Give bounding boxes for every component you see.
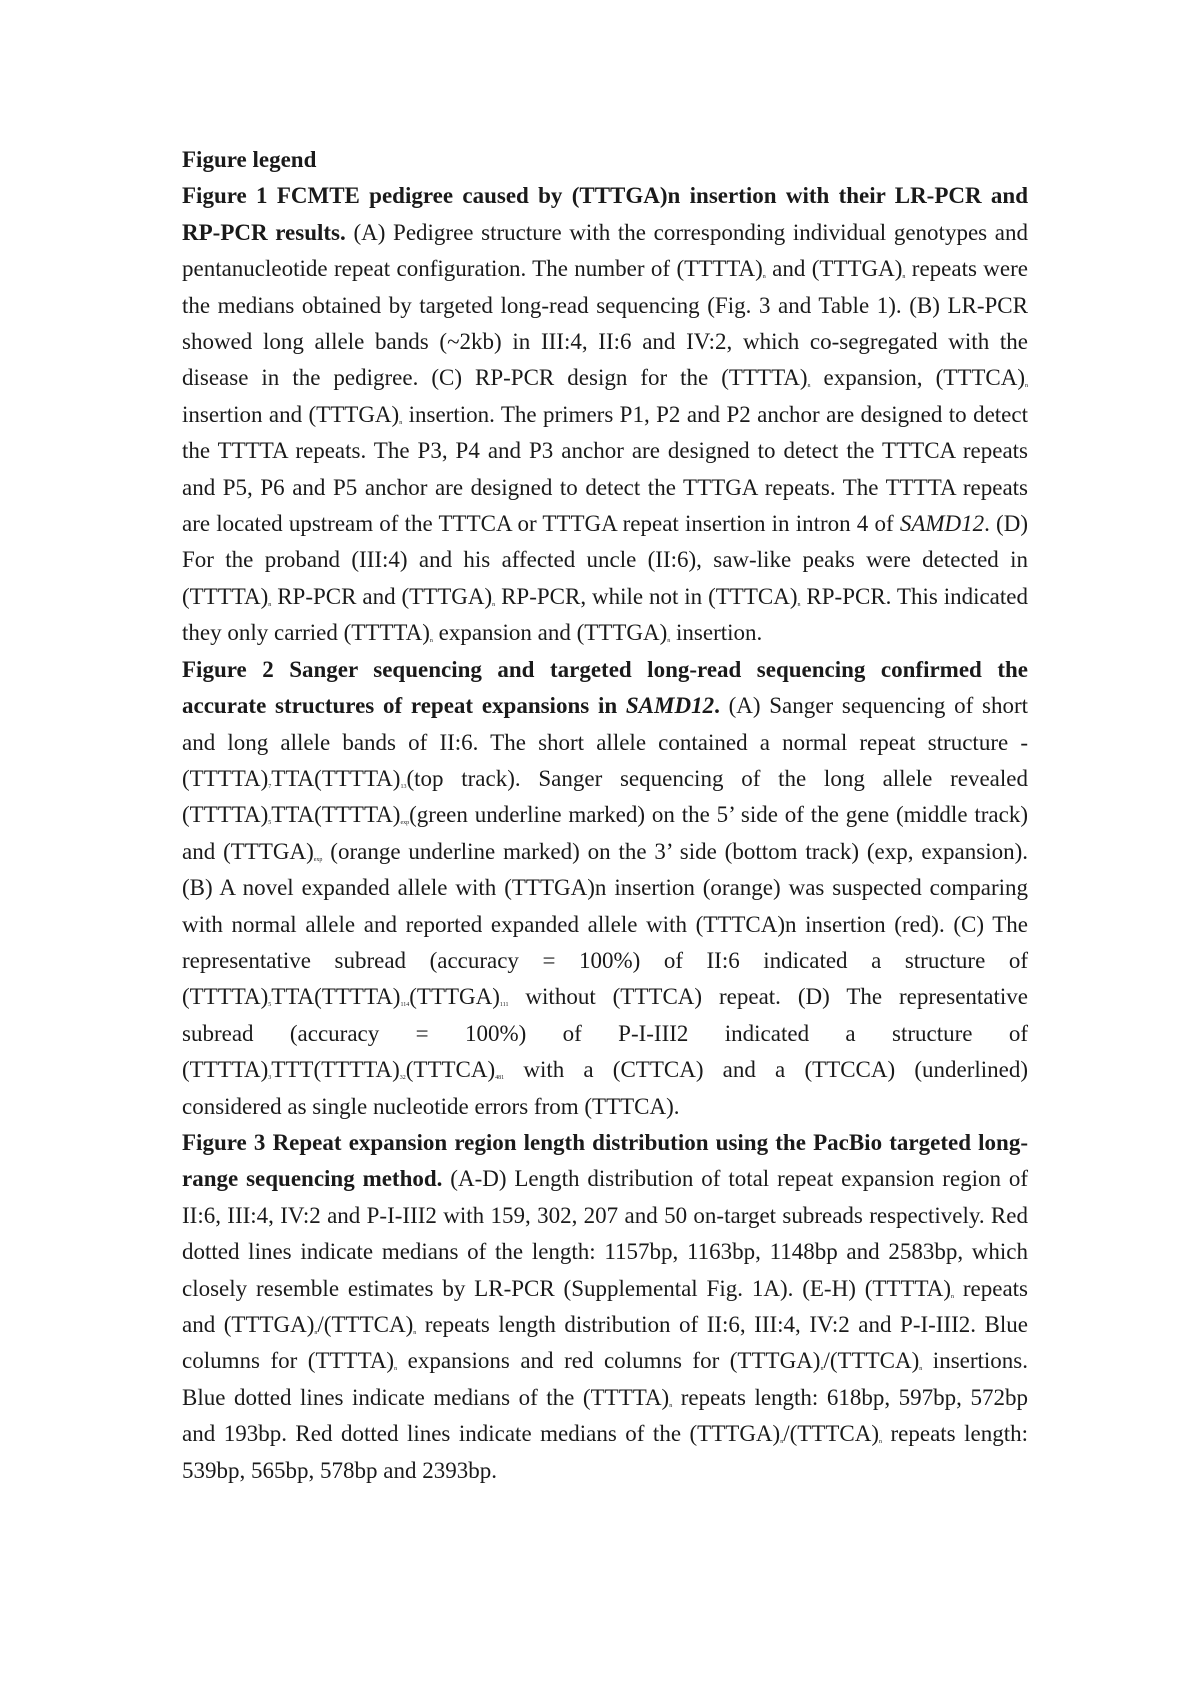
subscript: n [919,1366,923,1373]
figure-3-legend [182,1125,1028,1489]
legend-text: RP-PCR. This indicated they only carried (TTTTA) [182,583,1028,646]
legend-text: TTA(TTTTA) [271,765,401,791]
legend-text: with a (CTTCA) and a (TTCCA) (underlined) considered as single nucleotide errors from (TTTCA). [182,1057,1028,1119]
legend-text: repeats were the medians obtained by targeted long-read sequencing (Fig. 3 and Table 1). (B) LR-PCR showed long allele bands (~2kb) in III:4, II:6 and IV:2, which co-segregated with the disease in the pedigree. (C) RP-PCR design for the (TTTTA) [182,256,1028,391]
subscript: 114 [400,1002,410,1009]
subscript: 5 [268,820,272,827]
legend-text: (TTTCA) [405,1057,496,1083]
subscript: 32 [399,1075,406,1082]
legend-text: (A) Sanger sequencing of short and long allele bands of II:6. The short allele contained a normal repeat structure - (TTTTA) [182,693,1028,791]
subscript: n [429,638,433,645]
subscript: n [902,274,906,281]
legend-text: insertions. Blue dotted lines indicate medians of the (TTTTA) [182,1348,1028,1410]
legend-text: insertion. [670,620,763,646]
legend-text: SAMD12 [899,511,985,537]
subscript: n [268,601,272,608]
legend-text: (TTTGA) [409,984,500,1010]
figure-2-legend [182,652,1028,1125]
subscript: n [1024,383,1028,390]
figure-title-text: . [714,693,720,719]
legend-text: repeats length distribution of II:6, III:4, IV:2 and P-I-III2. Blue columns for (TTTTA) [182,1312,1028,1374]
legend-text: without (TTTCA) repeat. (D) The representative subread (accuracy = 100%) of P-I-III2 indicated a structure of (TTTTA) [182,984,1028,1083]
legend-text: and (TTTGA) [765,256,903,282]
subscript: 111 [499,1002,509,1009]
subscript: 3 [268,1075,272,1082]
legend-text: (green underline marked) on the 5’ side of the gene (middle track) and (TTTGA) [182,802,1028,864]
legend-text: insertion. The primers P1, P2 and P2 anchor are designed to detect the TTTTA repeats. The P3, P4 and P3 anchor are designed to detect the TTTCA repeats and P5, P6 and P5 anchor are designed to detect the TTTGA repeats. The TTTTA repeats are located upstream of the TTTCA or TTTGA repeat insertion in intron 4 of [182,401,1028,537]
subscript: 7 [268,783,272,790]
subscript: exp [313,856,323,863]
legend-text: insertion and (TTTGA) [182,401,400,427]
subscript: n [820,1366,824,1373]
legend-text: (orange underline marked) on the 3’ side (bottom track) (exp, expansion). (B) A novel expanded allele with (TTTGA)n insertion (orange) was suspected comparing with normal allele and reported expanded allele with (TTTCA)n insertion (red). (C) The representative subread (accuracy = 100%) of II:6 indicated a structure of (TTTTA) [182,838,1028,1010]
legend-text: /(TTTCA) [317,1312,414,1337]
legend-text: TTA(TTTTA) [271,802,401,828]
legend-text: repeats length: 539bp, 565bp, 578bp and 2393bp. [182,1421,1028,1483]
subscript: n [669,1402,673,1409]
subscript: n [951,1293,955,1300]
subscript: n [797,601,801,608]
legend-text: repeats length: 618bp, 597bp, 572bp and 193bp. Red dotted lines indicate medians of the (TTTGA) [182,1384,1028,1447]
subscript: n [314,1330,318,1336]
subscript: n [879,1439,883,1446]
subscript: n [780,1439,784,1446]
document-page [182,142,1028,1489]
figure-title-text: SAMD12 [625,693,715,719]
legend-text: . (D) For the proband (III:4) and his affected uncle (II:6), saw-like peaks were detected in (TTTTA) [182,511,1028,609]
subscript: n [667,638,671,645]
subscript: n [413,1330,417,1336]
subscript: 481 [495,1075,505,1082]
legend-text: TTA(TTTTA) [271,984,401,1010]
subscript: n [394,1366,398,1373]
figure-1-legend [182,178,1028,651]
legend-text: (A-D) Length distribution of total repeat expansion region of II:6, III:4, IV:2 and P-I-III2 with 159, 302, 207 and 50 on-target subreads respectively. Red dotted lines indicate medians of the length: 1157bp, 1163bp, 1148bp and 2583bp, which closely resemble estimates by LR-PCR (Supplemental Fig. 1A). (E-H) (TTTTA) [182,1166,1029,1301]
legend-text: TTT(TTTTA) [271,1057,400,1083]
figure-title-text: Figure 2 Sanger sequencing and targeted long-read sequencing confirmed the accurate structures of repeat expansions in [182,656,1028,719]
subscript: exp [400,820,410,827]
figure-title-text: Figure 3 Repeat expansion region length distribution using the PacBio targeted long-range sequencing method. [182,1129,1028,1192]
legend-text: RP-PCR, while not in (TTTCA) [495,583,798,609]
subscript: n [807,383,811,390]
subscript: n [399,419,403,426]
legend-text: /(TTTCA) [783,1421,880,1447]
section-heading: Figure legend [182,147,317,172]
legend-text: RP-PCR and (TTTGA) [271,583,493,609]
subscript: n [492,601,496,608]
figure-title-text: Figure 1 FCMTE pedigree caused by (TTTGA)n insertion with their LR-PCR and RP-PCR results. [182,183,1028,245]
subscript: 13 [400,783,407,790]
legend-text: expansion, (TTTCA) [810,365,1025,391]
legend-text: expansions and red columns for (TTTGA) [397,1348,821,1374]
subscript: n [762,274,766,281]
legend-text: expansion and (TTTGA) [432,620,668,646]
legend-text: (top track). Sanger sequencing of the long allele revealed (TTTTA) [182,765,1028,828]
legend-text: (A) Pedigree structure with the corresponding individual genotypes and pentanucleotide repeat configuration. The number of (TTTTA) [182,219,1028,282]
legend-text: /(TTTCA) [823,1348,920,1374]
subscript: 5 [268,1002,272,1009]
legend-text: repeats and (TTTGA) [182,1275,1028,1337]
